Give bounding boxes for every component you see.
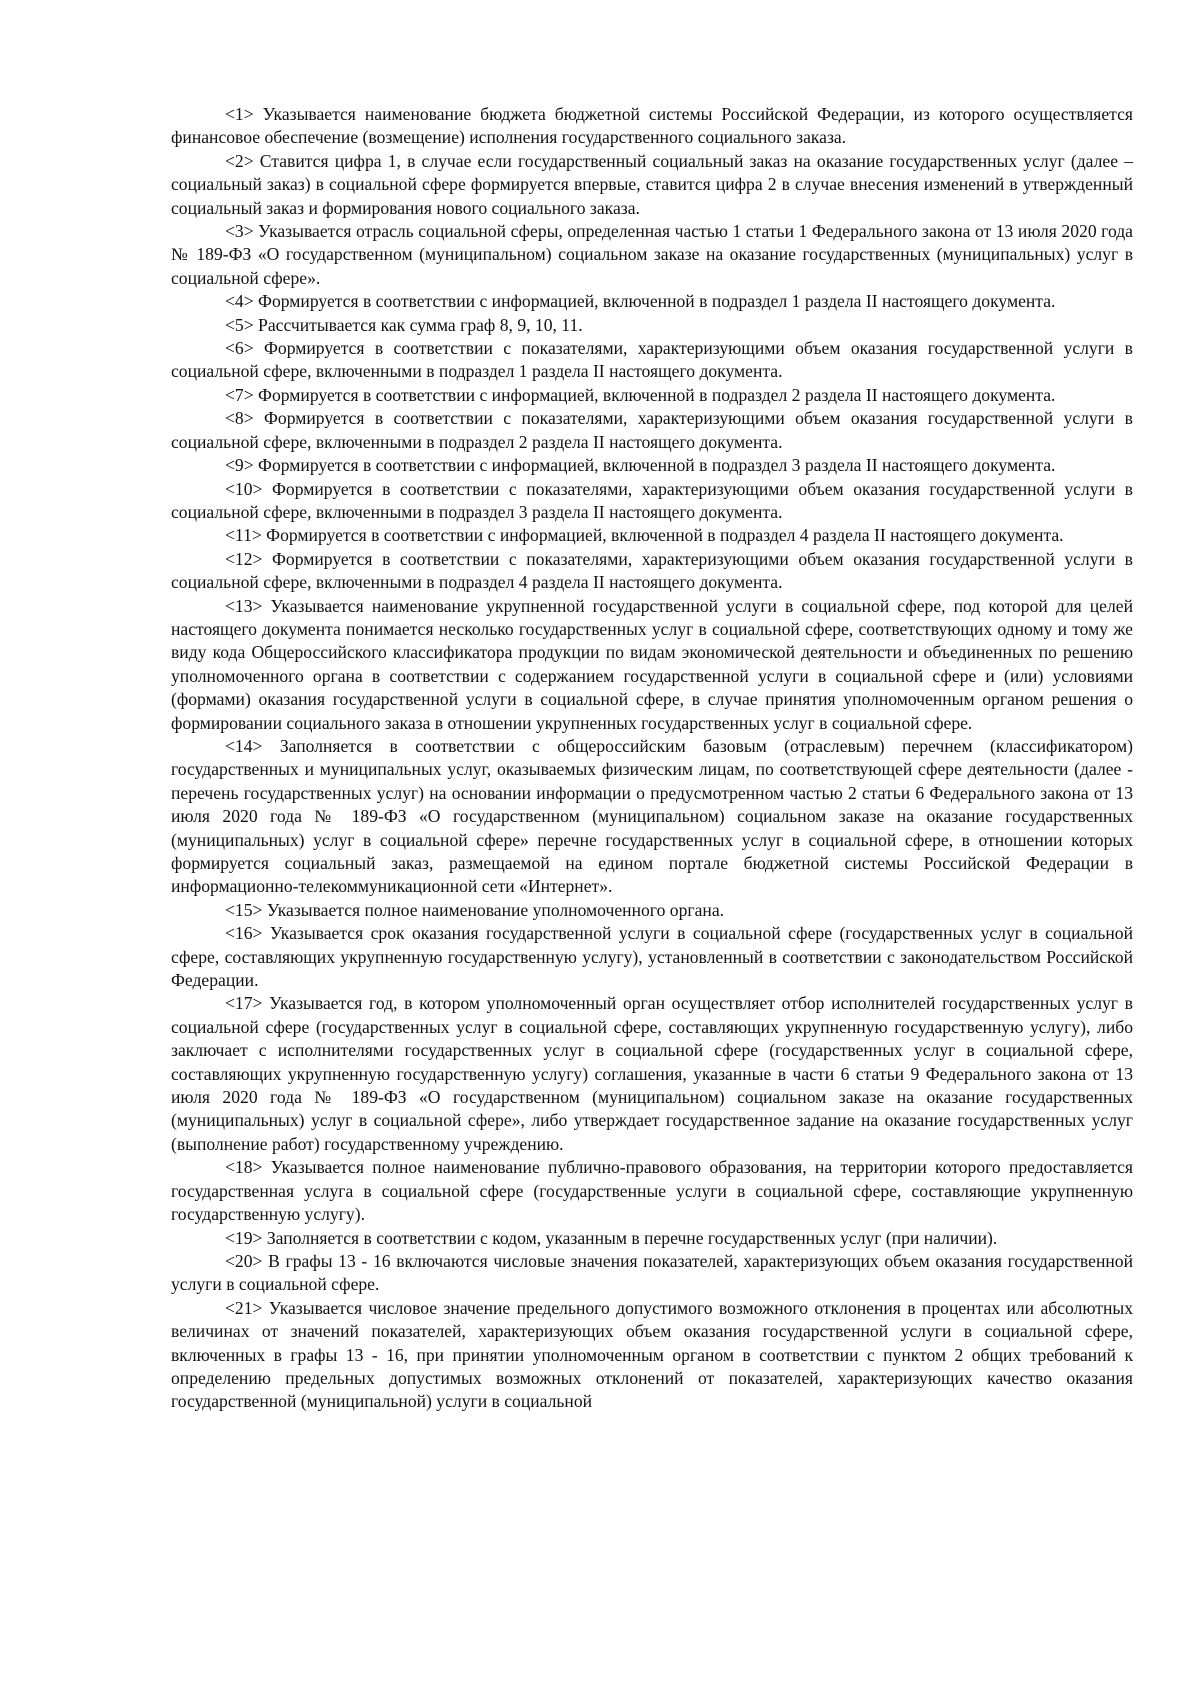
footnote-16: <16> Указывается срок оказания государственной услуги в социальной сфере (государственных услуг в социальной сфере, составляющих укрупненную государственную услугу), установленный в соответствии с законодательством Российской Федерации.	[171, 923, 1133, 991]
footnote-18: <18> Указывается полное наименование публично-правового образования, на территории которого предоставляется государственная услуга в социальной сфере (государственные услуги в социальной сфере, составляющие укрупненную государственную услугу).	[171, 1157, 1133, 1225]
footnote-14: <14> Заполняется в соответствии с общероссийским базовым (отраслевым) перечнем (классификатором) государственных и муниципальных услуг, оказываемых физическим лицам, по соответствующей сфере деятельности (далее - перечень государственных услуг) на основании информации о предусмотренном частью 2 статьи 6 Федерального закона от 13 июля 2020 года № 189-ФЗ «О государственном (муниципальном) социальном заказе на оказание государственных (муниципальных) услуг в социальной сфере» перечне государственных услуг в социальной сфере, в отношении которых формируется социальный заказ, размещаемой на едином портале бюджетной системы Российской Федерации в информационно-телекоммуникационной сети «Интернет».	[171, 735, 1133, 897]
footnote-13: <13> Указывается наименование укрупненной государственной услуги в социальной сфере, под которой для целей настоящего документа понимается несколько государственных услуг в социальной сфере, соответствующих одному и тому же виду кода Общероссийского классификатора продукции по видам экономической деятельности и объединенных по решению уполномоченного органа в соответствии с содержанием государственной услуги в социальной сфере и (или) условиями (формами) оказания государственной услуги в социальной сфере, в случае принятия уполномоченным органом решения о формировании социального заказа в отношении укрупненных государственных услуг в социальной сфере.	[171, 595, 1133, 733]
footnote-2: <2> Ставится цифра 1, в случае если государственный социальный заказ на оказание государственных услуг (далее – социальный заказ) в социальной сфере формируется впервые, ставится цифра 2 в случае внесения изменений в утвержденный социальный заказ и формирования нового социального заказа.	[171, 150, 1133, 218]
footnote-4: <4> Формируется в соответствии с информацией, включенной в подраздел 1 раздела II настоящего документа.	[225, 291, 1056, 312]
footnote-5: <5> Рассчитывается как сумма граф 8, 9, 10, 11.	[225, 314, 583, 335]
footnote-15: <15> Указывается полное наименование уполномоченного органа.	[225, 899, 725, 920]
footnote-17: <17> Указывается год, в котором уполномоченный орган осуществляет отбор исполнителей государственных услуг в социальной сфере (государственных услуг в социальной сфере, составляющих укрупненную государственную услугу), либо заключает с исполнителями государственных услуг в социальной сфере (государственных услуг в социальной сфере, составляющих укрупненную государственную услугу) соглашения, указанные в части 6 статьи 9 Федерального закона от 13 июля 2020 года № 189-ФЗ «О государственном (муниципальном) социальном заказе на оказание государственных (муниципальных) услуг в социальной сфере», либо утверждает государственное задание на оказание государственных услуг (выполнение работ) государственному учреждению.	[171, 993, 1133, 1154]
footnote-3: <3> Указывается отрасль социальной сферы, определенная частью 1 статьи 1 Федерального закона от 13 июля 2020 года № 189-ФЗ «О государственном (муниципальном) социальном заказе на оказание государственных (муниципальных) услуг в социальной сфере».	[171, 221, 1133, 288]
footnote-10: <10> Формируется в соответствии с показателями, характеризующими объем оказания государственной услуги в социальной сфере, включенными в подраздел 3 раздела II настоящего документа.	[171, 478, 1133, 522]
footnote-9: <9> Формируется в соответствии с информацией, включенной в подраздел 3 раздела II настоящего документа.	[225, 455, 1056, 476]
footnote-20: <20> В графы 13 - 16 включаются числовые значения показателей, характеризующих объем оказания государственной услуги в социальной сфере.	[171, 1250, 1133, 1295]
footnote-21: <21> Указывается числовое значение предельного допустимого возможного отклонения в процентах или абсолютных величинах от значений показателей, характеризующих объем оказания государственной услуги в социальной сфере, включенных в графы 13 - 16, при принятии уполномоченным органом в соответствии с пунктом 2 общих требований к определению предельных допустимых возможных отклонений от показателей, характеризующих качество оказания государственной (муниципальной) услуги в социальной	[171, 1297, 1133, 1412]
footnote-11: <11> Формируется в соответствии с информацией, включенной в подраздел 4 раздела II настоящего документа.	[225, 525, 1064, 546]
footnote-6: <6> Формируется в соответствии с показателями, характеризующими объем оказания государственной услуги в социальной сфере, включенными в подраздел 1 раздела II настоящего документа.	[171, 338, 1133, 382]
footnote-12: <12> Формируется в соответствии с показателями, характеризующими объем оказания государственной услуги в социальной сфере, включенными в подраздел 4 раздела II настоящего документа.	[171, 548, 1133, 593]
footnote-7: <7> Формируется в соответствии с информацией, включенной в подраздел 2 раздела II настоящего документа.	[225, 384, 1056, 405]
footnote-8: <8> Формируется в соответствии с показателями, характеризующими объем оказания государственной услуги в социальной сфере, включенными в подраздел 2 раздела II настоящего документа.	[171, 408, 1133, 452]
footnote-1: <1> Указывается наименование бюджета бюджетной системы Российской Федерации, из которого осуществляется финансовое обеспечение (возмещение) исполнения государственного социального заказа.	[171, 104, 1133, 148]
document-page	[171, 103, 1133, 1414]
footnote-19: <19> Заполняется в соответствии с кодом, указанным в перечне государственных услуг (при наличии).	[225, 1227, 998, 1248]
